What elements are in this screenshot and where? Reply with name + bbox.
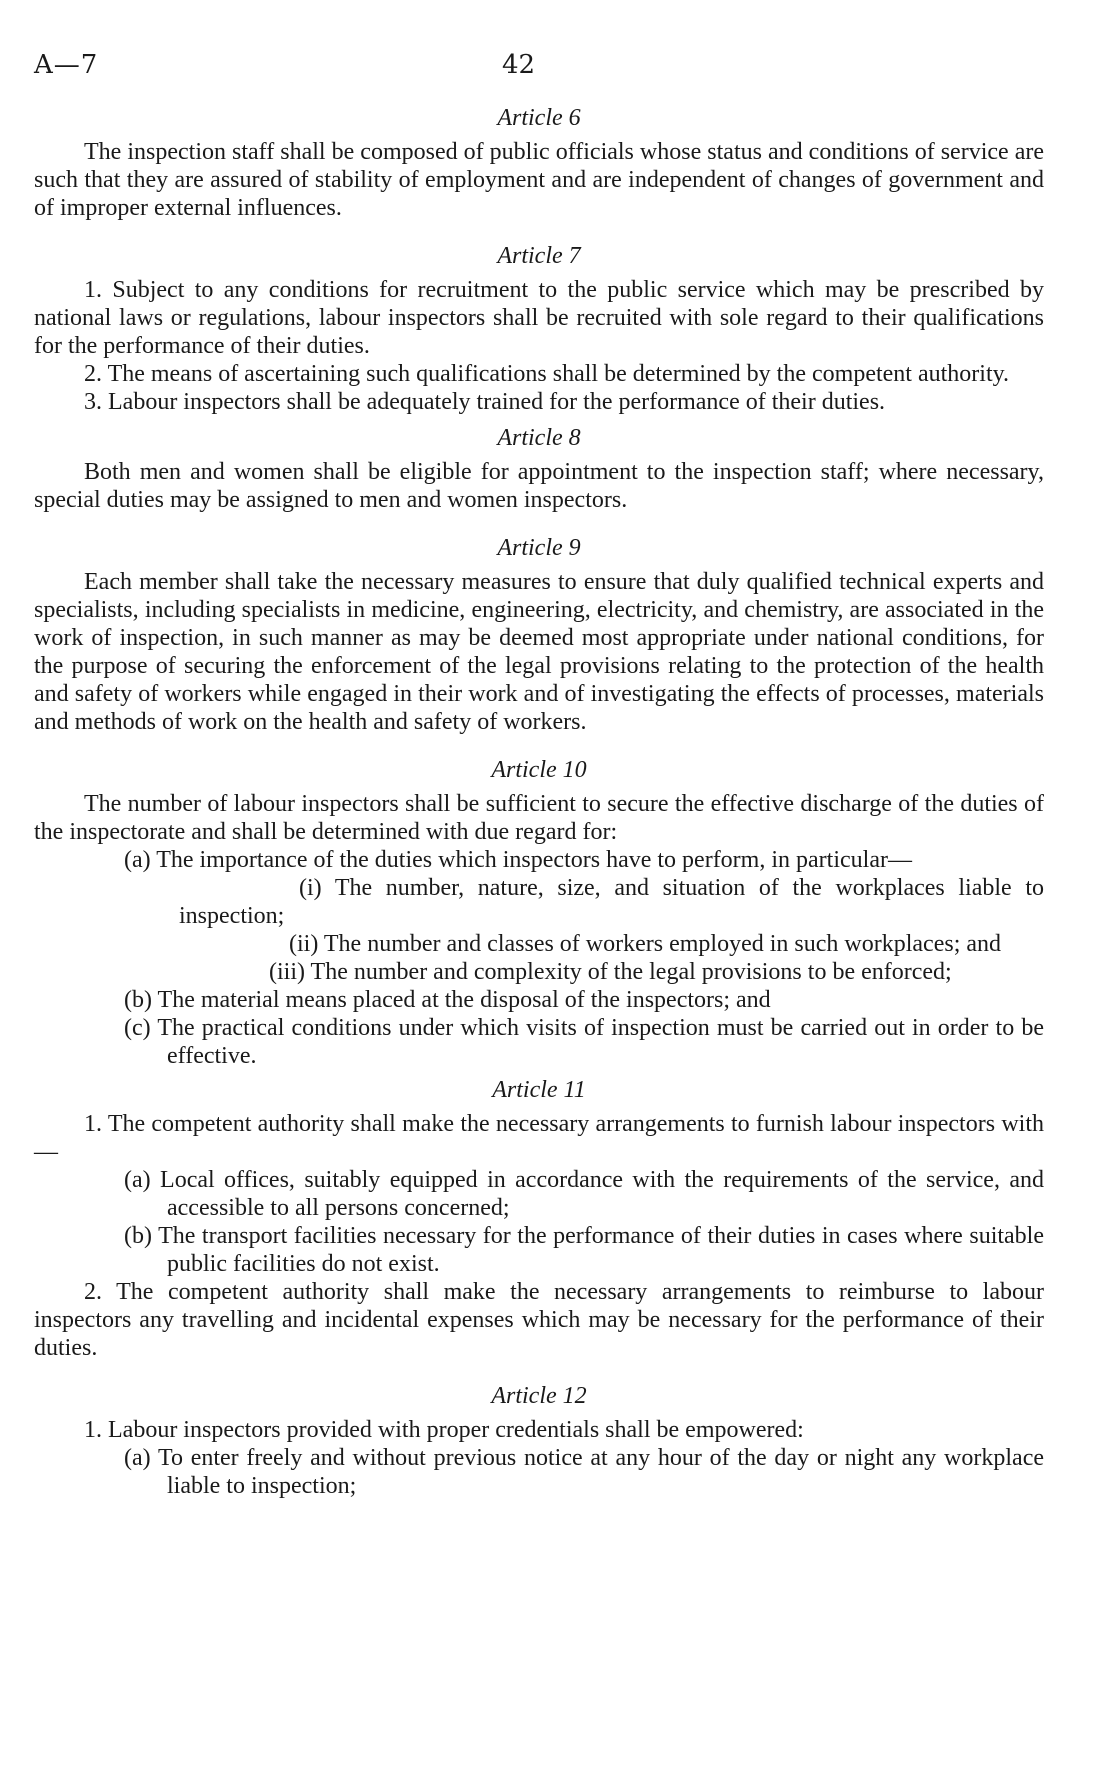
sub-list-item: (ii) The number and classes of workers employed in such workplaces; and (289, 931, 1002, 957)
article-paragraph: The number of labour inspectors shall be sufficient to secure the effective discharge of the duties of the inspectorate and shall be determined with due regard for: (34, 791, 1044, 845)
list-item: (b) The material means placed at the disposal of the inspectors; and (124, 987, 771, 1013)
article-heading: Article 7 (497, 243, 581, 269)
article-12 (34, 1382, 1044, 1500)
list-item: (a) The importance of the duties which inspectors have to perform, in particular— (124, 847, 912, 873)
article-paragraph: 2. The competent authority shall make the necessary arrangements to reimburse to labour inspectors any travelling and incidental expenses which may be necessary for the performance of their duties. (34, 1279, 1044, 1361)
list-item: (a) Local offices, suitably equipped in accordance with the requirements of the service, and accessible to all persons concerned; (124, 1167, 1044, 1221)
article-6 (34, 104, 1044, 222)
article-paragraph: 1. The competent authority shall make the necessary arrangements to furnish labour inspectors with— (34, 1111, 1044, 1165)
document-body (34, 98, 1044, 1520)
article-paragraph: 2. The means of ascertaining such qualifications shall be determined by the competent authority. (84, 361, 1010, 387)
article-paragraph: Both men and women shall be eligible for appointment to the inspection staff; where necessary, special duties may be assigned to men and women inspectors. (34, 459, 1044, 513)
article-heading: Article 6 (497, 105, 581, 131)
sub-list-item: (iii) The number and complexity of the legal provisions to be enforced; (269, 959, 952, 985)
article-paragraph: The inspection staff shall be composed of public officials whose status and conditions of service are such that they are assured of stability of employment and are independent of changes of government and of improper external influences. (34, 139, 1044, 221)
article-paragraph: Each member shall take the necessary measures to ensure that duly qualified technical experts and specialists, including specialists in medicine, engineering, electricity, and chemistry, are associated in the work of inspection, in such manner as may be deemed most appropriate under national conditions, for the purpose of securing the enforcement of the legal provisions relating to the protection of the health and safety of workers while engaged in their work and of investigating the effects of processes, materials and methods of work on the health and safety of workers. (34, 569, 1044, 735)
article-7 (34, 242, 1044, 416)
article-heading: Article 9 (497, 535, 581, 561)
article-paragraph: 3. Labour inspectors shall be adequately trained for the performance of their duties. (84, 389, 886, 415)
article-heading: Article 11 (492, 1077, 586, 1103)
page-number: 42 (502, 50, 536, 80)
article-heading: Article 12 (491, 1383, 587, 1409)
article-10 (34, 756, 1044, 1070)
article-11 (34, 1076, 1044, 1362)
article-paragraph: 1. Subject to any conditions for recruitment to the public service which may be prescribed by national laws or regulations, labour inspectors shall be recruited with sole regard to their qualifications for the performance of their duties. (34, 277, 1044, 359)
article-8 (34, 424, 1044, 514)
list-item: (c) The practical conditions under which visits of inspection must be carried out in order to be effective. (124, 1015, 1044, 1069)
document-reference: A—7 (34, 50, 99, 80)
sub-list-item: (i) The number, nature, size, and situation of the workplaces liable to inspection; (179, 875, 1044, 929)
article-9 (34, 534, 1044, 736)
page-header (34, 50, 1044, 90)
article-heading: Article 8 (497, 425, 581, 451)
article-heading: Article 10 (491, 757, 587, 783)
list-item: (b) The transport facilities necessary for the performance of their duties in cases where suitable public facilities do not exist. (124, 1223, 1044, 1277)
article-paragraph: 1. Labour inspectors provided with proper credentials shall be empowered: (84, 1417, 804, 1443)
list-item: (a) To enter freely and without previous notice at any hour of the day or night any workplace liable to inspection; (124, 1445, 1044, 1499)
